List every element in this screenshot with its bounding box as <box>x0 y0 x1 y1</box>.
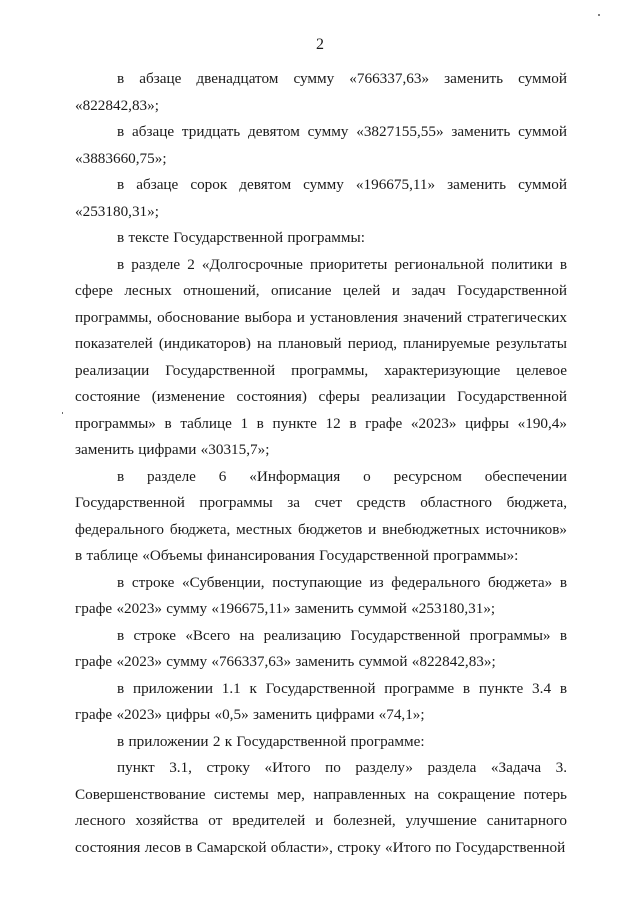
paragraph: в тексте Государственной программы: <box>117 229 365 246</box>
paragraph: в абзаце двенадцатом сумму «766337,63» заменить суммой «822842,83»; <box>75 70 567 114</box>
scan-speck <box>598 14 600 16</box>
paragraph: в строке «Всего на реализацию Государственной программы» в графе «2023» сумму «766337,63» заменить суммой «822842,83»; <box>75 626 567 670</box>
page-number: 2 <box>316 36 324 53</box>
paragraph: в разделе 6 «Информация о ресурсном обеспечении Государственной программы за счет средств областного бюджета, федерального бюджета, местных бюджетов и внебюджетных источников» в таблице «Объемы финансирования Государственной программы»: <box>75 467 567 564</box>
scan-speck <box>62 412 63 414</box>
document-body <box>75 66 567 861</box>
paragraph: в разделе 2 «Долгосрочные приоритеты региональной политики в сфере лесных отношений, описание целей и задач Государственной программы, обоснование выбора и установления значений стратегических показателей (индикаторов) на плановый период, планируемые результаты реализации Государственной программы, характеризующие целевое состояние (изменение состояния) сферы реализации Государственной программы» в таблице 1 в пункте 12 в графе «2023» цифры «190,4» заменить цифрами «30315,7»; <box>75 255 567 458</box>
paragraph: пункт 3.1, строку «Итого по разделу» раздела «Задача 3. Совершенствование системы мер, направленных на сокращение потерь лесного хозяйства от вредителей и болезней, улучшение санитарного состояния лесов в Самарской области», строку «Итого по Государственной <box>75 759 567 856</box>
paragraph: в абзаце тридцать девятом сумму «3827155,55» заменить суммой «3883660,75»; <box>75 123 567 167</box>
paragraph: в абзаце сорок девятом сумму «196675,11» заменить суммой «253180,31»; <box>75 176 567 220</box>
paragraph: в приложении 1.1 к Государственной программе в пункте 3.4 в графе «2023» цифры «0,5» заменить цифрами «74,1»; <box>75 679 567 723</box>
paragraph: в приложении 2 к Государственной программе: <box>117 732 425 750</box>
paragraph: в строке «Субвенции, поступающие из федерального бюджета» в графе «2023» сумму «196675,11» заменить суммой «253180,31»; <box>75 573 567 617</box>
